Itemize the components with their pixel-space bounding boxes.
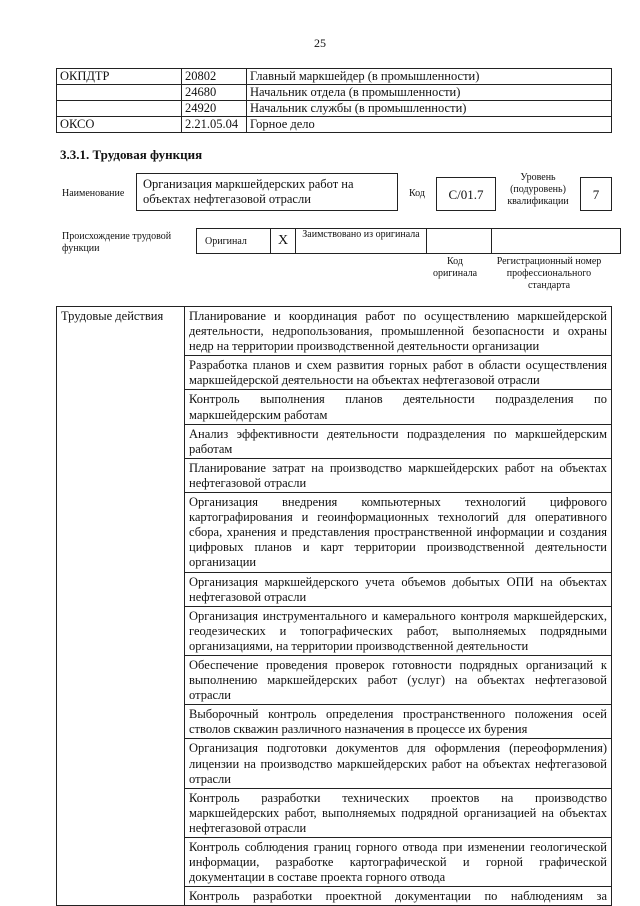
labor-action: Организация внедрения компьютерных технологий цифрового картографирования и геоинформационных технологий для оперативного сбора, хранения и представления пространственной информации и создания цифровых планов и карт территории производственной деятельности организации [185,493,612,572]
classifier-name: Главный маркшейдер (в промышленности) [247,69,612,85]
registration-number-cell [492,229,621,254]
labor-action: Обеспечение проведения проверок готовности подрядных организаций к выполнению маркшейдерских работ (услуг) на объектах нефтегазовой отрасли [185,655,612,704]
registration-number-label: Регистрационный номер профессионального стандарта [496,256,602,291]
labor-action: Организация подготовки документов для оформления (переоформления) лицензии на производство маркшейдерских работ на объектах нефтегазовой отрасли [185,739,612,788]
labor-actions-table [56,306,612,906]
table-row [57,307,612,356]
classifier-label [57,85,182,101]
table-row [57,69,612,85]
labor-action: Разработка планов и схем развития горных работ в области осуществления маркшейдерской деятельности на объектах нефтегазовой отрасли [185,356,612,390]
labor-action: Планирование и координация работ по осуществлению маркшейдерской деятельности, недропользования, промышленной безопасности и охраны недр на территории производственной деятельности организации [185,307,612,356]
qualification-level: 7 [580,177,612,211]
original-code-cell [427,229,492,254]
labor-action: Контроль соблюдения границ горного отвода при изменении геологической информации, разработке картографической и горной графической документации в составе проекта горного отвода [185,838,612,887]
table-row [57,85,612,101]
section-title: 3.3.1. Трудовая функция [60,147,203,162]
classifier-code: 24920 [182,101,247,117]
function-name-label: Наименование [62,188,125,199]
labor-action: Организация маркшейдерского учета объемов добытых ОПИ на объектах нефтегазовой отрасли [185,572,612,606]
classifier-name: Начальник службы (в промышленности) [247,101,612,117]
function-code-label: Код [409,188,425,199]
classifier-code: 24680 [182,85,247,101]
classifier-code: 2.21.05.04 [182,117,247,133]
original-label: Оригинал [197,229,271,254]
labor-action: Планирование затрат на производство маркшейдерских работ на объектах нефтегазовой отрасли [185,458,612,492]
classifier-label: ОКСО [57,117,182,133]
page-number: 25 [314,36,326,50]
labor-action: Контроль выполнения планов деятельности подразделения по маркшейдерским работам [185,390,612,424]
labor-action: Контроль разработки технических проектов на производство маркшейдерских работ, выполняемых подрядной организацией на объектах нефтегазовой отрасли [185,788,612,837]
classifier-label [57,101,182,117]
labor-action: Контроль разработки проектной документации по наблюдениям за [185,887,612,906]
function-code: C/01.7 [436,177,496,211]
labor-action: Выборочный контроль определения пространственного положения осей стволов скважин различного назначения в процессе их бурения [185,705,612,739]
classifier-name: Горное дело [247,117,612,133]
origin-table [196,228,621,254]
classifier-name: Начальник отдела (в промышленности) [247,85,612,101]
original-mark: X [271,229,296,254]
labor-actions-header: Трудовые действия [57,307,185,906]
classifier-codes-table [56,68,612,133]
classifier-label: ОКПДТР [57,69,182,85]
qualification-level-label: Уровень (подуровень) квалификации [507,172,569,207]
table-row [197,229,621,254]
labor-action: Организация инструментального и камерального контроля маркшейдерских, геодезических и топографических работ, выполняемых подрядными организациями, на территории производственной деятельности [185,606,612,655]
table-row [57,101,612,117]
borrowed-label: Заимствовано из оригинала [296,229,427,254]
origin-label: Происхождение трудовой функции [62,231,172,254]
labor-action: Анализ эффективности деятельности подразделения по маркшейдерским работам [185,424,612,458]
table-row [57,117,612,133]
original-code-label: Код оригинала [432,256,478,279]
function-name: Организация маркшейдерских работ на объектах нефтегазовой отрасли [136,173,398,211]
classifier-code: 20802 [182,69,247,85]
